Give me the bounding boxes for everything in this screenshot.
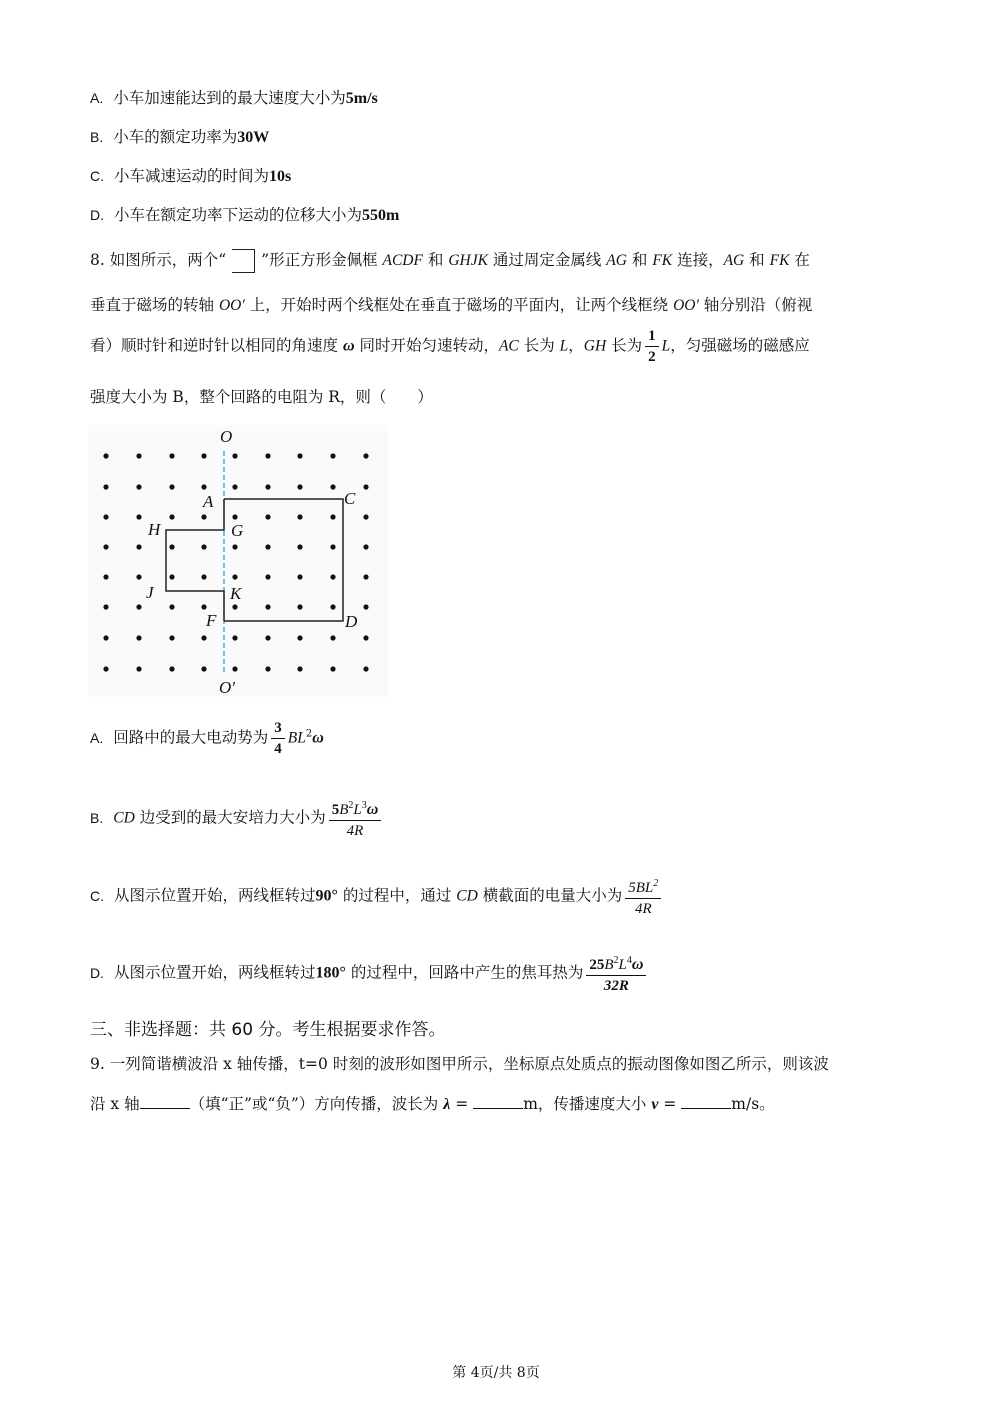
field-dot bbox=[265, 484, 270, 489]
blank-wavelength[interactable] bbox=[473, 1094, 523, 1109]
q8-option-d: D. 从图示位置开始，两线框转过180° 的过程中，回路中产生的焦耳热为 $\frac{25B^2L^4\omega}{32R}$ bbox=[90, 951, 649, 996]
field-dot bbox=[103, 635, 108, 640]
field-dot bbox=[265, 666, 270, 671]
field-dot bbox=[201, 484, 206, 489]
field-dot bbox=[363, 514, 368, 519]
fraction-force: $\frac{5B^2L^3\omega}{4R}$ bbox=[329, 796, 382, 841]
field-dot bbox=[330, 484, 335, 489]
label-f: F bbox=[206, 611, 217, 630]
q7-option-b: B. 小车的额定功率为30W bbox=[90, 128, 270, 146]
field-dot bbox=[232, 453, 237, 458]
field-dot bbox=[363, 484, 368, 489]
section-heading: 三、非选择题：共 60 分。考生根据要求作答。 bbox=[90, 1020, 446, 1040]
fraction-charge: $\frac{5BL^2}{4R}$ bbox=[625, 874, 661, 919]
label-h: H bbox=[148, 520, 161, 539]
field-dot bbox=[103, 514, 108, 519]
field-dot bbox=[330, 544, 335, 549]
field-dot bbox=[363, 666, 368, 671]
q7-option-c: C. 小车减速运动的时间为10s bbox=[90, 167, 292, 185]
field-dot bbox=[136, 574, 141, 579]
field-dot bbox=[201, 604, 206, 609]
field-dot bbox=[201, 574, 206, 579]
q8-option-a: A. 回路中的最大电动势为 $\frac{3}{4}$ $BL^2\omega$ bbox=[90, 720, 324, 757]
field-dot bbox=[201, 453, 206, 458]
field-dot bbox=[201, 514, 206, 519]
field-dot bbox=[363, 453, 368, 458]
q9-line1: 9. 一列简谐横波沿 x 轴传播，t=0 时刻的波形如图甲所示，坐标原点处质点的振动图像如图乙所示，则该波 bbox=[90, 1055, 829, 1073]
field-dot bbox=[232, 514, 237, 519]
magnetic-field-figure bbox=[88, 425, 388, 697]
q8-option-b: B. CD 边受到的最大安培力大小为 $\frac{5B^2L^3\omega}{4R}$ bbox=[90, 796, 384, 841]
field-dot bbox=[103, 666, 108, 671]
field-dot bbox=[201, 544, 206, 549]
field-dot bbox=[265, 635, 270, 640]
fraction-half: $\frac{1}{2}$ bbox=[645, 326, 659, 367]
field-dot bbox=[297, 666, 302, 671]
field-dot bbox=[103, 453, 108, 458]
field-dot bbox=[297, 453, 302, 458]
label-a: A bbox=[203, 492, 214, 511]
q8-stem-line4: 强度大小为 B，整个回路的电阻为 R，则（ ） bbox=[90, 388, 433, 406]
field-dot bbox=[136, 484, 141, 489]
field-dot bbox=[232, 635, 237, 640]
field-dot bbox=[169, 514, 174, 519]
field-dot bbox=[169, 635, 174, 640]
label-c: C bbox=[344, 489, 356, 508]
field-dot bbox=[232, 666, 237, 671]
field-dot bbox=[297, 574, 302, 579]
field-dot bbox=[330, 666, 335, 671]
field-dot bbox=[265, 574, 270, 579]
q8-stem-line3: 看）顺时针和逆时针以相同的角速度 ω 同时开始匀速转动，AC 长为 L，GH 长为 $\frac{1}{2}$ L，匀强磁场的磁感应 bbox=[90, 328, 810, 365]
field-dot bbox=[297, 604, 302, 609]
field-dot bbox=[201, 635, 206, 640]
field-dot bbox=[297, 544, 302, 549]
q9-line2: 沿 x 轴 （填“正”或“负”）方向传播，波长为 λ = m，传播速度大小 v = m/s。 bbox=[90, 1095, 775, 1113]
label-o-prime: O′ bbox=[219, 678, 235, 697]
field-dot bbox=[265, 604, 270, 609]
field-dot bbox=[103, 574, 108, 579]
field-dot bbox=[136, 544, 141, 549]
field-dot bbox=[201, 666, 206, 671]
label-o: O bbox=[220, 427, 233, 446]
field-dot bbox=[136, 666, 141, 671]
field-dot bbox=[169, 484, 174, 489]
label-d: D bbox=[345, 612, 358, 631]
field-dot bbox=[363, 604, 368, 609]
field-dot bbox=[103, 604, 108, 609]
blank-direction[interactable] bbox=[140, 1094, 190, 1109]
field-dot bbox=[136, 604, 141, 609]
field-dot bbox=[232, 604, 237, 609]
q8-stem-line1: 8. 如图所示，两个“ ”形正方形金佩框 ACDF 和 GHJK 通过周定金属线 AG 和 FK 连接，AG 和 FK 在 bbox=[90, 248, 810, 273]
field-dot bbox=[330, 574, 335, 579]
label-g: G bbox=[231, 521, 244, 540]
field-dot bbox=[363, 635, 368, 640]
field-dot bbox=[169, 574, 174, 579]
field-dot bbox=[330, 604, 335, 609]
field-dot bbox=[232, 484, 237, 489]
field-dot bbox=[136, 453, 141, 458]
q8-stem-line2: 垂直于磁场的转轴 OO′ 上，开始时两个线框处在垂直于磁场的平面内，让两个线框绕 OO′ 轴分别沿（俯视 bbox=[90, 296, 813, 314]
field-dot bbox=[297, 484, 302, 489]
page-footer: 第 4页/共 8页 bbox=[452, 1365, 540, 1381]
field-dot bbox=[297, 514, 302, 519]
field-dot bbox=[363, 544, 368, 549]
field-dot bbox=[136, 635, 141, 640]
field-dot bbox=[169, 544, 174, 549]
field-dot bbox=[330, 453, 335, 458]
field-dot bbox=[265, 453, 270, 458]
field-dot bbox=[103, 544, 108, 549]
field-dot bbox=[169, 453, 174, 458]
field-dot bbox=[265, 544, 270, 549]
q7-option-d: D. 小车在额定功率下运动的位移大小为550m bbox=[90, 206, 400, 224]
label-k: K bbox=[230, 584, 242, 603]
field-dot bbox=[363, 574, 368, 579]
field-dot bbox=[297, 635, 302, 640]
fraction-heat: $\frac{25B^2L^4\omega}{32R}$ bbox=[586, 951, 646, 996]
blank-speed[interactable] bbox=[681, 1094, 731, 1109]
field-dot bbox=[330, 635, 335, 640]
field-dot bbox=[136, 514, 141, 519]
q7-option-a: A. 小车加速能达到的最大速度大小为5m/s bbox=[90, 89, 378, 107]
field-dot bbox=[103, 484, 108, 489]
label-j: J bbox=[146, 583, 154, 602]
field-dot bbox=[232, 544, 237, 549]
bracket-frame-icon bbox=[232, 249, 255, 273]
field-dot bbox=[232, 574, 237, 579]
field-dot bbox=[169, 666, 174, 671]
field-dot bbox=[265, 514, 270, 519]
q8-option-c: C. 从图示位置开始，两线框转过90° 的过程中，通过 CD 横截面的电量大小为 $\frac{5BL^2}{4R}$ bbox=[90, 874, 664, 919]
field-dot bbox=[169, 604, 174, 609]
fraction-3-4: $\frac{3}{4}$ bbox=[271, 718, 285, 759]
field-dot bbox=[330, 514, 335, 519]
